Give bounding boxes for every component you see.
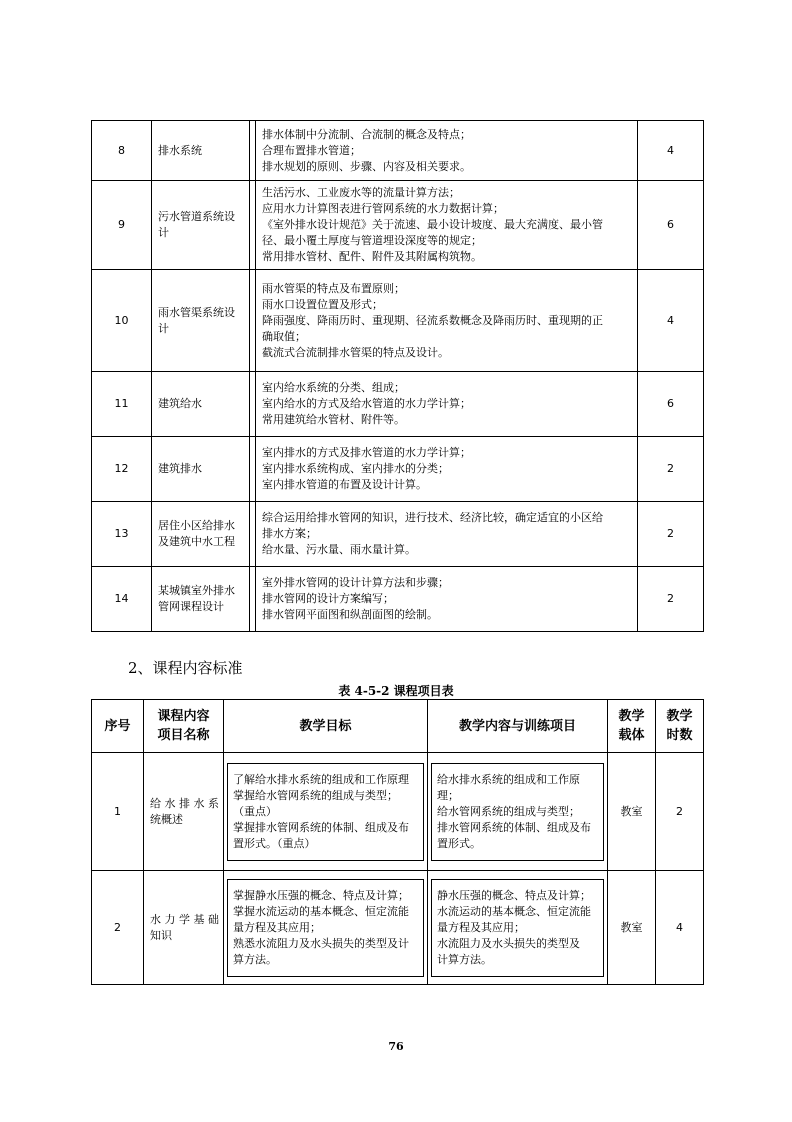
teaching-content-line: 给水排水系统的组成和工作原 bbox=[437, 772, 580, 786]
header-carrier-line: 教学 bbox=[618, 709, 645, 724]
teaching-content bbox=[428, 871, 608, 985]
teaching-content-line: 量方程及其应用； bbox=[437, 920, 525, 934]
topic-content bbox=[256, 567, 638, 632]
table-row bbox=[92, 181, 704, 270]
project-name bbox=[144, 871, 224, 985]
teaching-content-line: 给水管网系统的组成与类型； bbox=[437, 804, 580, 818]
topic-name-line: 雨水管渠系统设 bbox=[158, 305, 235, 319]
teaching-content-line: 排水管网系统的体制、组成及布 bbox=[437, 820, 591, 834]
header-hours-line: 教学 bbox=[666, 709, 693, 724]
row-number: 9 bbox=[92, 181, 152, 270]
table-row bbox=[92, 437, 704, 502]
topic-content-line: 排水体制中分流制、合流制的概念及特点； bbox=[262, 127, 471, 141]
teaching-goal-line: 掌握静水压强的概念、特点及计算； bbox=[233, 888, 409, 902]
topic-content-line: 综合运用给排水管网的知识，进行技术、经济比较，确定适宜的小区给 bbox=[262, 511, 603, 524]
topic-content-line: 生活污水、工业废水等的流量计算方法； bbox=[262, 186, 460, 199]
topic-hours: 2 bbox=[638, 502, 704, 567]
row-number: 10 bbox=[92, 270, 152, 372]
topic-name-line: 污水管道系统设 bbox=[158, 210, 235, 223]
teaching-content-line: 水流运动的基本概念、恒定流能 bbox=[437, 904, 591, 918]
row-number: 14 bbox=[92, 567, 152, 632]
topic-content-line: 室外排水管网的设计计算方法和步骤； bbox=[262, 576, 449, 589]
content-box bbox=[431, 763, 604, 861]
topic-content-line: 《室外排水设计规范》关于流速、最小设计坡度、最大充满度、最小管 bbox=[262, 218, 603, 231]
topic-content-line: 确取值； bbox=[262, 329, 306, 343]
table-row bbox=[92, 871, 704, 985]
header-goal: 教学目标 bbox=[224, 700, 428, 753]
topic-hours: 4 bbox=[638, 270, 704, 372]
topic-hours: 6 bbox=[638, 181, 704, 270]
topic-name bbox=[152, 502, 250, 567]
teaching-goal bbox=[224, 753, 428, 871]
header-hours bbox=[656, 700, 704, 753]
topic-content-line: 雨水口设置位置及形式； bbox=[262, 297, 383, 311]
topic-content-line: 排水规划的原则、步骤、内容及相关要求。 bbox=[262, 159, 471, 173]
table-caption: 表 4-5-2 课程项目表 bbox=[338, 684, 454, 698]
row-number: 8 bbox=[92, 121, 152, 181]
topic-content bbox=[256, 502, 638, 567]
table-row bbox=[92, 270, 704, 372]
table-row bbox=[92, 502, 704, 567]
topic-hours: 2 bbox=[638, 437, 704, 502]
topic-name bbox=[152, 181, 250, 270]
project-name-line: 知识 bbox=[150, 928, 172, 942]
topic-content bbox=[256, 372, 638, 437]
topic-name-line: 某城镇室外排水 bbox=[158, 584, 235, 597]
topic-name-line: 计 bbox=[158, 226, 169, 239]
topic-name bbox=[152, 567, 250, 632]
teaching-goal-line: 算方法。 bbox=[233, 952, 277, 966]
topic-name-line: 及建筑中水工程 bbox=[158, 535, 235, 548]
topic-name-line: 计 bbox=[158, 321, 169, 335]
topic-name-line: 建筑给水 bbox=[158, 397, 202, 410]
topic-content bbox=[256, 121, 638, 181]
topic-name-line: 建筑排水 bbox=[158, 462, 202, 475]
topic-name-line: 管网课程设计 bbox=[158, 600, 224, 613]
topic-content-line: 排水管网的设计方案编写； bbox=[262, 592, 394, 605]
topic-content-line: 雨水管渠的特点及布置原则； bbox=[262, 281, 405, 295]
teaching-goal-line: （重点） bbox=[233, 804, 277, 818]
topic-name bbox=[152, 270, 250, 372]
teaching-content-line: 理； bbox=[437, 788, 459, 802]
table-header-row bbox=[92, 700, 704, 753]
topic-content-line: 室内排水管道的布置及设计计算。 bbox=[262, 478, 427, 491]
teaching-goal-line: 掌握给水管网系统的组成与类型； bbox=[233, 788, 398, 802]
topic-name-line: 居住小区给排水 bbox=[158, 519, 235, 532]
header-name-line: 课程内容 bbox=[157, 709, 210, 724]
teaching-hours: 2 bbox=[656, 753, 704, 871]
topic-content-line: 合理布置排水管道； bbox=[262, 143, 361, 157]
teaching-carrier: 教室 bbox=[608, 753, 656, 871]
topic-content-line: 室内给水的方式及给水管道的水力学计算； bbox=[262, 397, 471, 410]
teaching-goal-line: 熟悉水流阻力及水头损失的类型及计 bbox=[233, 936, 409, 950]
topic-hours: 4 bbox=[638, 121, 704, 181]
header-carrier-line: 载体 bbox=[618, 728, 645, 743]
topic-content-line: 常用建筑给水管材、附件等。 bbox=[262, 413, 405, 426]
topic-content-line: 室内排水的方式及排水管道的水力学计算； bbox=[262, 446, 471, 459]
topic-content-line: 应用水力计算图表进行管网系统的水力数据计算； bbox=[262, 202, 504, 215]
table-row bbox=[92, 567, 704, 632]
goal-box bbox=[227, 879, 424, 977]
header-name-line: 项目名称 bbox=[157, 728, 210, 743]
teaching-content-line: 水流阻力及水头损失的类型及 bbox=[437, 936, 580, 950]
topic-hours: 6 bbox=[638, 372, 704, 437]
topic-content-line: 截流式合流制排水管渠的特点及设计。 bbox=[262, 345, 449, 359]
teaching-goal-line: 量方程及其应用； bbox=[233, 920, 321, 934]
project-name-line: 统概述 bbox=[150, 812, 183, 826]
topic-content-line: 室内排水系统构成、室内排水的分类； bbox=[262, 462, 449, 475]
row-number: 2 bbox=[92, 871, 144, 985]
table-row bbox=[92, 121, 704, 181]
course-project-table bbox=[91, 699, 704, 985]
teaching-content-line: 计算方法。 bbox=[437, 952, 492, 966]
section-title: 2、课程内容标准 bbox=[128, 659, 243, 677]
row-number: 13 bbox=[92, 502, 152, 567]
teaching-content-line: 静水压强的概念、特点及计算； bbox=[437, 888, 591, 902]
row-number: 12 bbox=[92, 437, 152, 502]
header-hours-line: 时数 bbox=[666, 728, 693, 743]
topic-content-line: 径、最小覆土厚度与管道埋设深度等的规定； bbox=[262, 234, 482, 247]
teaching-carrier: 教室 bbox=[608, 871, 656, 985]
topic-content-line: 常用排水管材、配件、附件及其附属构筑物。 bbox=[262, 250, 482, 263]
course-topics-table bbox=[91, 120, 704, 632]
teaching-goal bbox=[224, 871, 428, 985]
teaching-content-line: 置形式。 bbox=[437, 836, 481, 850]
topic-name bbox=[152, 121, 250, 181]
teaching-goal-line: 掌握水流运动的基本概念、恒定流能 bbox=[233, 904, 409, 918]
goal-box bbox=[227, 763, 424, 861]
table-row bbox=[92, 753, 704, 871]
page-number: 76 bbox=[388, 1040, 404, 1053]
teaching-goal-line: 掌握排水管网系统的体制、组成及布 bbox=[233, 820, 409, 834]
project-name-line: 给 水 排 水 系 bbox=[150, 796, 219, 810]
header-no: 序号 bbox=[92, 700, 144, 753]
topic-content-line: 排水方案； bbox=[262, 527, 317, 540]
topic-name-line: 排水系统 bbox=[158, 143, 202, 157]
topic-name bbox=[152, 372, 250, 437]
topic-content bbox=[256, 181, 638, 270]
teaching-goal-line: 置形式。（重点） bbox=[233, 836, 316, 850]
row-number: 1 bbox=[92, 753, 144, 871]
teaching-goal-line: 了解给水排水系统的组成和工作原理 bbox=[233, 772, 409, 786]
content-box bbox=[431, 879, 604, 977]
topic-name bbox=[152, 437, 250, 502]
teaching-content bbox=[428, 753, 608, 871]
teaching-hours: 4 bbox=[656, 871, 704, 985]
topic-content-line: 室内给水系统的分类、组成； bbox=[262, 381, 405, 394]
header-carrier bbox=[608, 700, 656, 753]
topic-content-line: 降雨强度、降雨历时、重现期、径流系数概念及降雨历时、重现期的正 bbox=[262, 313, 603, 327]
topic-hours: 2 bbox=[638, 567, 704, 632]
topic-content bbox=[256, 270, 638, 372]
table-row bbox=[92, 372, 704, 437]
topic-content bbox=[256, 437, 638, 502]
project-name bbox=[144, 753, 224, 871]
row-number: 11 bbox=[92, 372, 152, 437]
header-content: 教学内容与训练项目 bbox=[428, 700, 608, 753]
header-name bbox=[144, 700, 224, 753]
topic-content-line: 排水管网平面图和纵剖面图的绘制。 bbox=[262, 608, 438, 621]
topic-content-line: 给水量、污水量、雨水量计算。 bbox=[262, 543, 416, 556]
project-name-line: 水 力 学 基 础 bbox=[150, 912, 219, 926]
